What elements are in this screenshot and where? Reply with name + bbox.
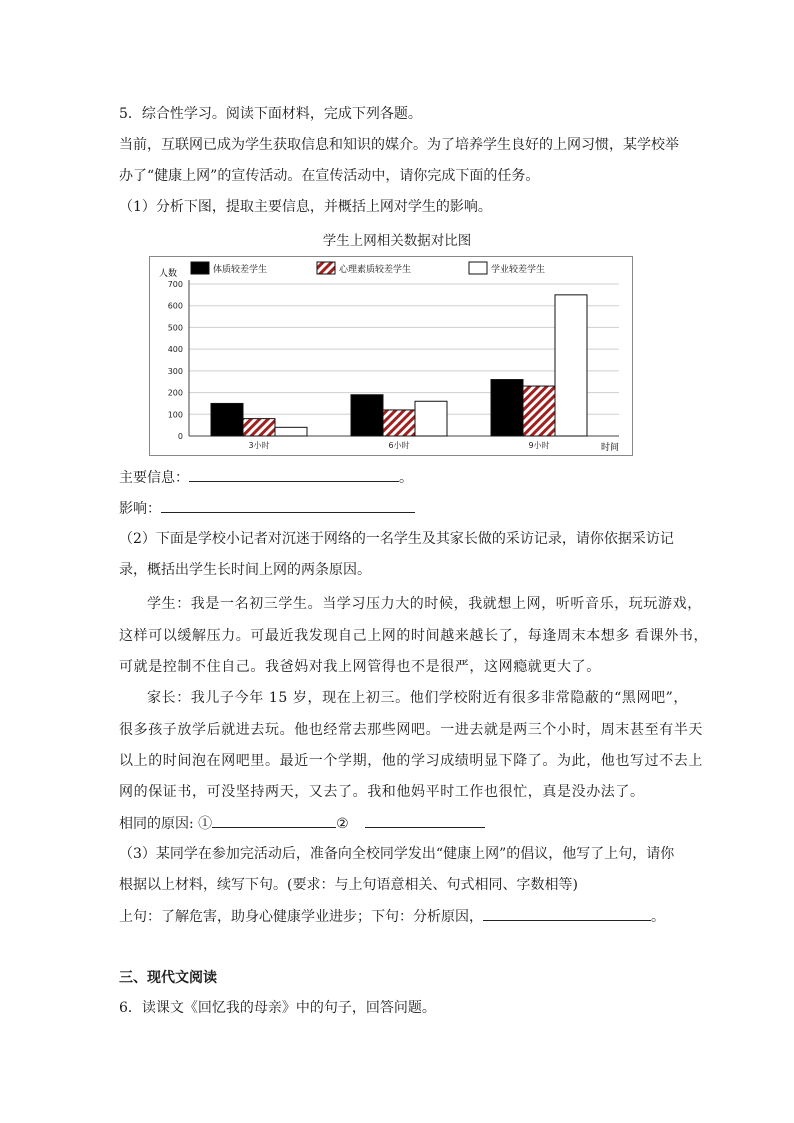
- couplet-blank[interactable]: [483, 906, 651, 921]
- reason2-blank[interactable]: [365, 813, 485, 828]
- legend-swatch: [469, 262, 487, 274]
- legend-swatch: [191, 262, 209, 274]
- effect-row: [119, 498, 415, 519]
- x-axis-label: 时间: [601, 443, 620, 453]
- reasons-label: 相同的原因: ①: [119, 816, 213, 832]
- y-tick-label: 500: [167, 323, 183, 333]
- main-info-end: 。: [399, 470, 413, 486]
- task3-line1: （3）某同学在参加完活动后，准备向全校同学发出“健康上网”的倡议，他写了上句，请你: [119, 846, 675, 862]
- parent-line1: 家长：我儿子今年 15 岁，现在上初三。他们学校附近有很多非常隐蔽的“黑网吧”，: [147, 690, 689, 706]
- bar-chart: [149, 256, 633, 456]
- bar-2-1: [243, 419, 275, 436]
- legend-swatch: [317, 262, 335, 274]
- chart-title: 学生上网相关数据对比图: [322, 233, 472, 249]
- reason1-blank[interactable]: [212, 813, 336, 828]
- couplet-text: 上句：了解危害，助身心健康学业进步；下句：分析原因，: [119, 909, 483, 925]
- parent-line2: 很多孩子放学后就进去玩。他也经常去那些网吧。一进去就是两三个小时，周末甚至有半天: [119, 722, 703, 738]
- legend-label: 学业较差学生: [491, 265, 546, 275]
- task3-line2: 根据以上材料，续写下句。(要求：与上句语意相关、句式相同、字数相等): [119, 877, 578, 893]
- bar-3-1: [275, 427, 307, 436]
- legend-label: 体质较差学生: [213, 265, 268, 275]
- main-info-row: [119, 467, 413, 488]
- student-line2: 这样可以缓解压力。可最近我发现自己上网的时间越来越长了，每逢周末本想多 看课外书，: [119, 628, 709, 644]
- parent-line3: 以上的时间泡在网吧里。最近一个学期，他的学习成绩明显下降了。为此，他也写过不去上: [119, 753, 703, 769]
- y-axis-label: 人数: [159, 269, 178, 279]
- y-tick-label: 0: [177, 432, 183, 441]
- y-tick-label: 400: [167, 345, 183, 355]
- main-info-blank[interactable]: [189, 467, 399, 482]
- bar-2-2: [383, 410, 415, 436]
- task2-line2: 录，概括出学生长时间上网的两条原因。: [119, 562, 371, 578]
- couplet-end: 。: [651, 909, 665, 925]
- parent-line4: 网的保证书，可没坚持两天，又去了。我和他妈平时工作也很忙，真是没办法了。: [119, 784, 645, 800]
- y-tick-label: 700: [167, 280, 183, 289]
- effect-blank[interactable]: [161, 498, 415, 513]
- couplet-row: [119, 906, 665, 927]
- bar-1-2: [351, 395, 383, 436]
- q5-intro-line2: 办了“健康上网”的宣传活动。在宣传活动中，请你完成下面的任务。: [119, 168, 540, 184]
- q5-intro-line1: 当前，互联网已成为学生获取信息和知识的媒介。为了培养学生良好的上网习惯，某学校举: [119, 137, 679, 153]
- x-tick-label: 3小时: [248, 441, 270, 450]
- task2-line1: （2）下面是学校小记者对沉迷于网络的一名学生及其家长做的采访记录，请你依据采访记: [119, 531, 674, 547]
- bar-1-3: [491, 380, 523, 436]
- bar-2-3: [523, 386, 555, 436]
- x-tick-label: 9小时: [528, 441, 550, 450]
- y-tick-label: 200: [167, 388, 183, 398]
- main-info-label: 主要信息：: [119, 470, 189, 486]
- y-tick-label: 300: [167, 366, 183, 376]
- bar-1-1: [211, 403, 243, 436]
- reasons-mark2: ②: [336, 816, 349, 832]
- q6-text: 6．读课文《回忆我的母亲》中的句子，回答问题。: [119, 1000, 436, 1016]
- section3-heading: 三、现代文阅读: [119, 970, 217, 986]
- q5-heading: 5．综合性学习。阅读下面材料，完成下列各题。: [119, 106, 422, 122]
- x-tick-label: 6小时: [388, 441, 410, 450]
- legend-label: 心理素质较差学生: [339, 265, 412, 275]
- y-tick-label: 100: [167, 410, 183, 420]
- y-tick-label: 600: [167, 301, 183, 311]
- effect-label: 影响：: [119, 501, 161, 517]
- student-line1: 学生：我是一名初三学生。当学习压力大的时候，我就想上网，听听音乐，玩玩游戏，: [147, 596, 702, 612]
- reasons-row: [119, 813, 485, 834]
- bar-3-3: [555, 295, 587, 436]
- bar-3-2: [415, 401, 447, 436]
- q5-task1: （1）分析下图，提取主要信息，并概括上网对学生的影响。: [119, 199, 492, 215]
- student-line3: 可就是控制不住自己。我爸妈对我上网管得也不是很严，这网瘾就更大了。: [119, 659, 601, 675]
